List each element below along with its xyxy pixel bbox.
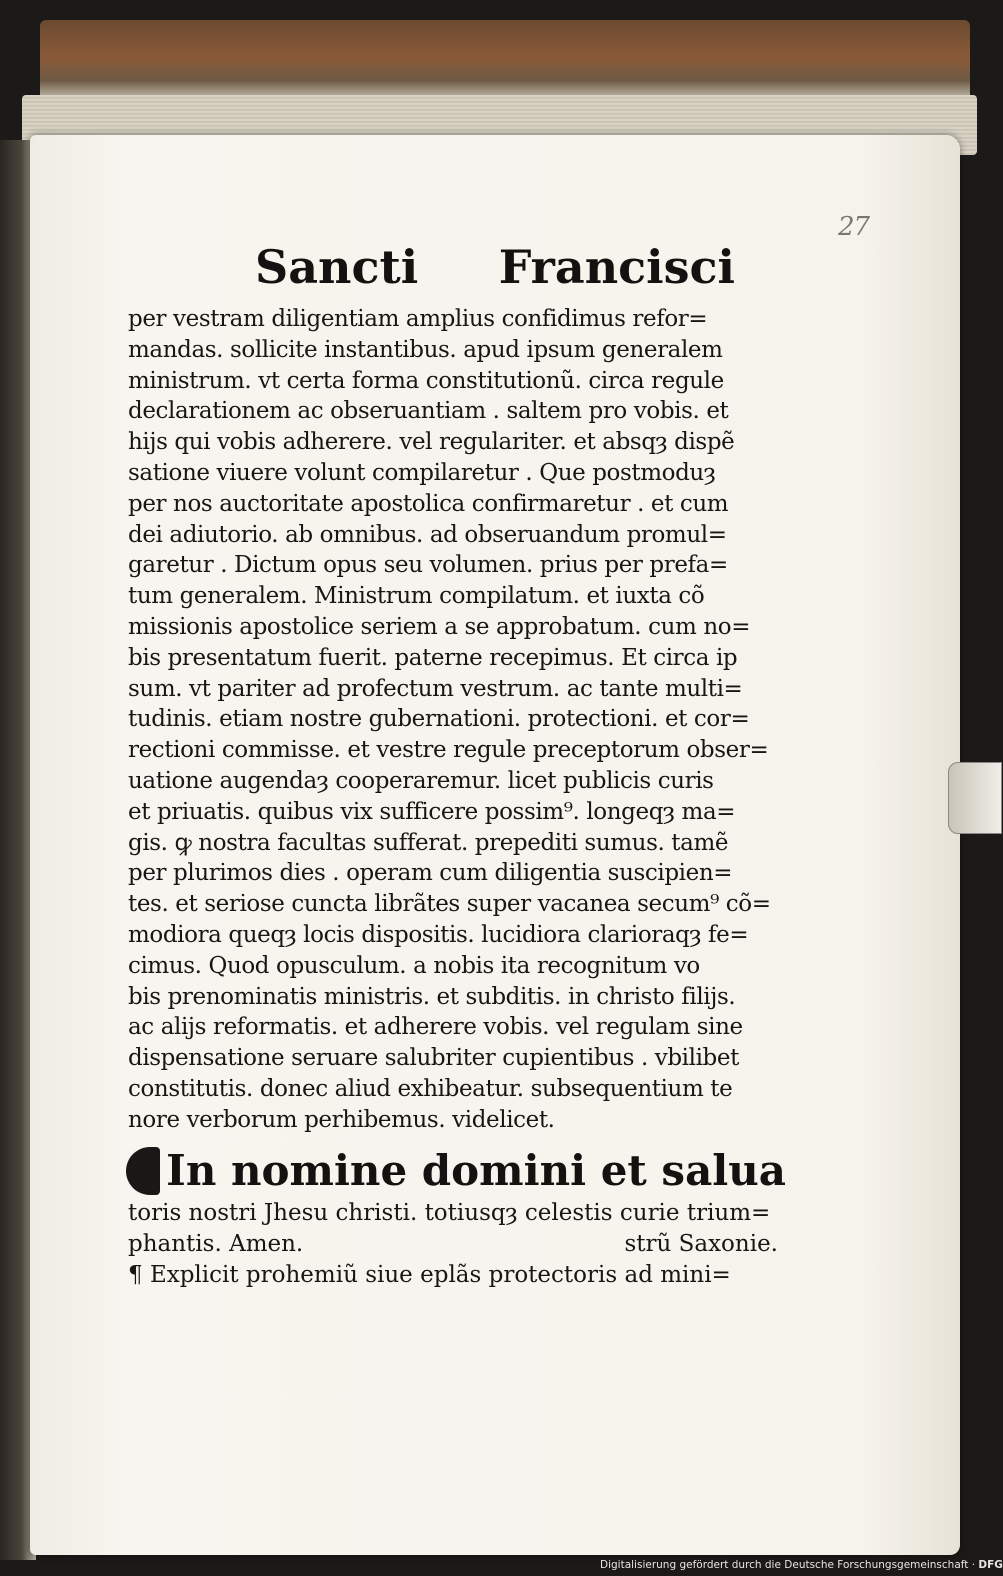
text-line-left: ¶ Explicit prohemiũ siue eplãs protectoris ad mini= [128, 1261, 731, 1288]
text-line: ministrum. vt certa forma constitutionũ. circa regule [128, 367, 724, 394]
text-line: sum. vt pariter ad profectum vestrum. ac tante multi= [128, 675, 743, 702]
text-line: ac alijs reformatis. et adherere vobis. vel regulam sine [128, 1014, 743, 1041]
text-line: declarationem ac obseruantiam . saltem pro vobis. et [128, 398, 729, 425]
text-line: bis presentatum fuerit. paterne recepimus. Et circa ip [128, 644, 738, 671]
page-clip-tab [948, 762, 1002, 834]
text-line: rectioni commisse. et vestre regule preceptorum obser= [128, 737, 769, 764]
text-line: tes. et seriose cuncta librãtes super vacanea secum⁹ cõ= [128, 891, 771, 918]
page-heading [255, 240, 735, 294]
section-heading [126, 1146, 786, 1195]
tail-text [128, 1198, 778, 1290]
text-line: tudinis. etiam nostre gubernationi. protectioni. et cor= [128, 706, 750, 733]
footer-text: Digitalisierung gefördert durch die Deutsche Forschungsgemeinschaft [600, 1559, 969, 1571]
text-line: constitutis. donec aliud exhibeatur. subsequentium te [128, 1075, 733, 1102]
text-line: hijs qui vobis adherere. vel regulariter. et absqȝ dispẽ [128, 429, 735, 456]
body-text [128, 304, 778, 1136]
text-line [128, 1229, 778, 1260]
text-line-right: strũ Saxonie. [624, 1230, 778, 1257]
text-line: uatione augendaȝ cooperaremur. licet publicis curis [128, 767, 714, 794]
heading-left: Sancti [255, 240, 419, 294]
text-line: gis. ꝙ nostra facultas sufferat. prepediti sumus. tamẽ [128, 829, 729, 856]
text-line [128, 1260, 778, 1291]
text-line: et priuatis. quibus vix sufficere possim⁹. longeqȝ ma= [128, 798, 736, 825]
text-line: cimus. Quod opusculum. a nobis ita recognitum vo [128, 952, 700, 979]
text-line: satione viuere volunt compilaretur . Que postmoduȝ [128, 459, 716, 486]
heading-right: Francisci [498, 240, 735, 294]
text-line: per nos auctoritate apostolica confirmaretur . et cum [128, 490, 729, 517]
text-line-left: phantis. Amen. [128, 1230, 304, 1257]
text-line: bis prenominatis ministris. et subditis. in christo filijs. [128, 983, 736, 1010]
text-line: tum generalem. Ministrum compilatum. et iuxta cõ [128, 583, 705, 610]
text-line: modiora queqȝ locis dispositis. lucidiora clarioraqȝ fe= [128, 921, 749, 948]
text-line-left: toris nostri Jhesu christi. totiusqȝ celestis curie trium= [128, 1200, 771, 1226]
digitization-footer [600, 1556, 1003, 1574]
text-line: nore verborum perhibemus. videlicet. [128, 1106, 555, 1133]
text-line: missionis apostolice seriem a se approbatum. cum no= [128, 613, 751, 640]
text-line: per plurimos dies . operam cum diligentia suscipien= [128, 860, 733, 887]
text-line [128, 1198, 778, 1229]
text-line: dispensatione seruare salubriter cupientibus . vbilibet [128, 1045, 739, 1072]
footer-separator: · [968, 1559, 976, 1571]
text-line: garetur . Dictum opus seu volumen. prius per prefa= [128, 552, 728, 579]
folio-number: 27 [838, 212, 870, 242]
pilcrow-initial-icon [126, 1147, 160, 1195]
text-line: per vestram diligentiam amplius confidimus refor= [128, 306, 708, 332]
section-heading-text: In nomine domini et salua [166, 1146, 786, 1195]
dfg-logo: DFG [978, 1559, 1003, 1571]
text-line: dei adiutorio. ab omnibus. ad obseruandum promul= [128, 521, 727, 548]
text-line: mandas. sollicite instantibus. apud ipsum generalem [128, 336, 723, 363]
